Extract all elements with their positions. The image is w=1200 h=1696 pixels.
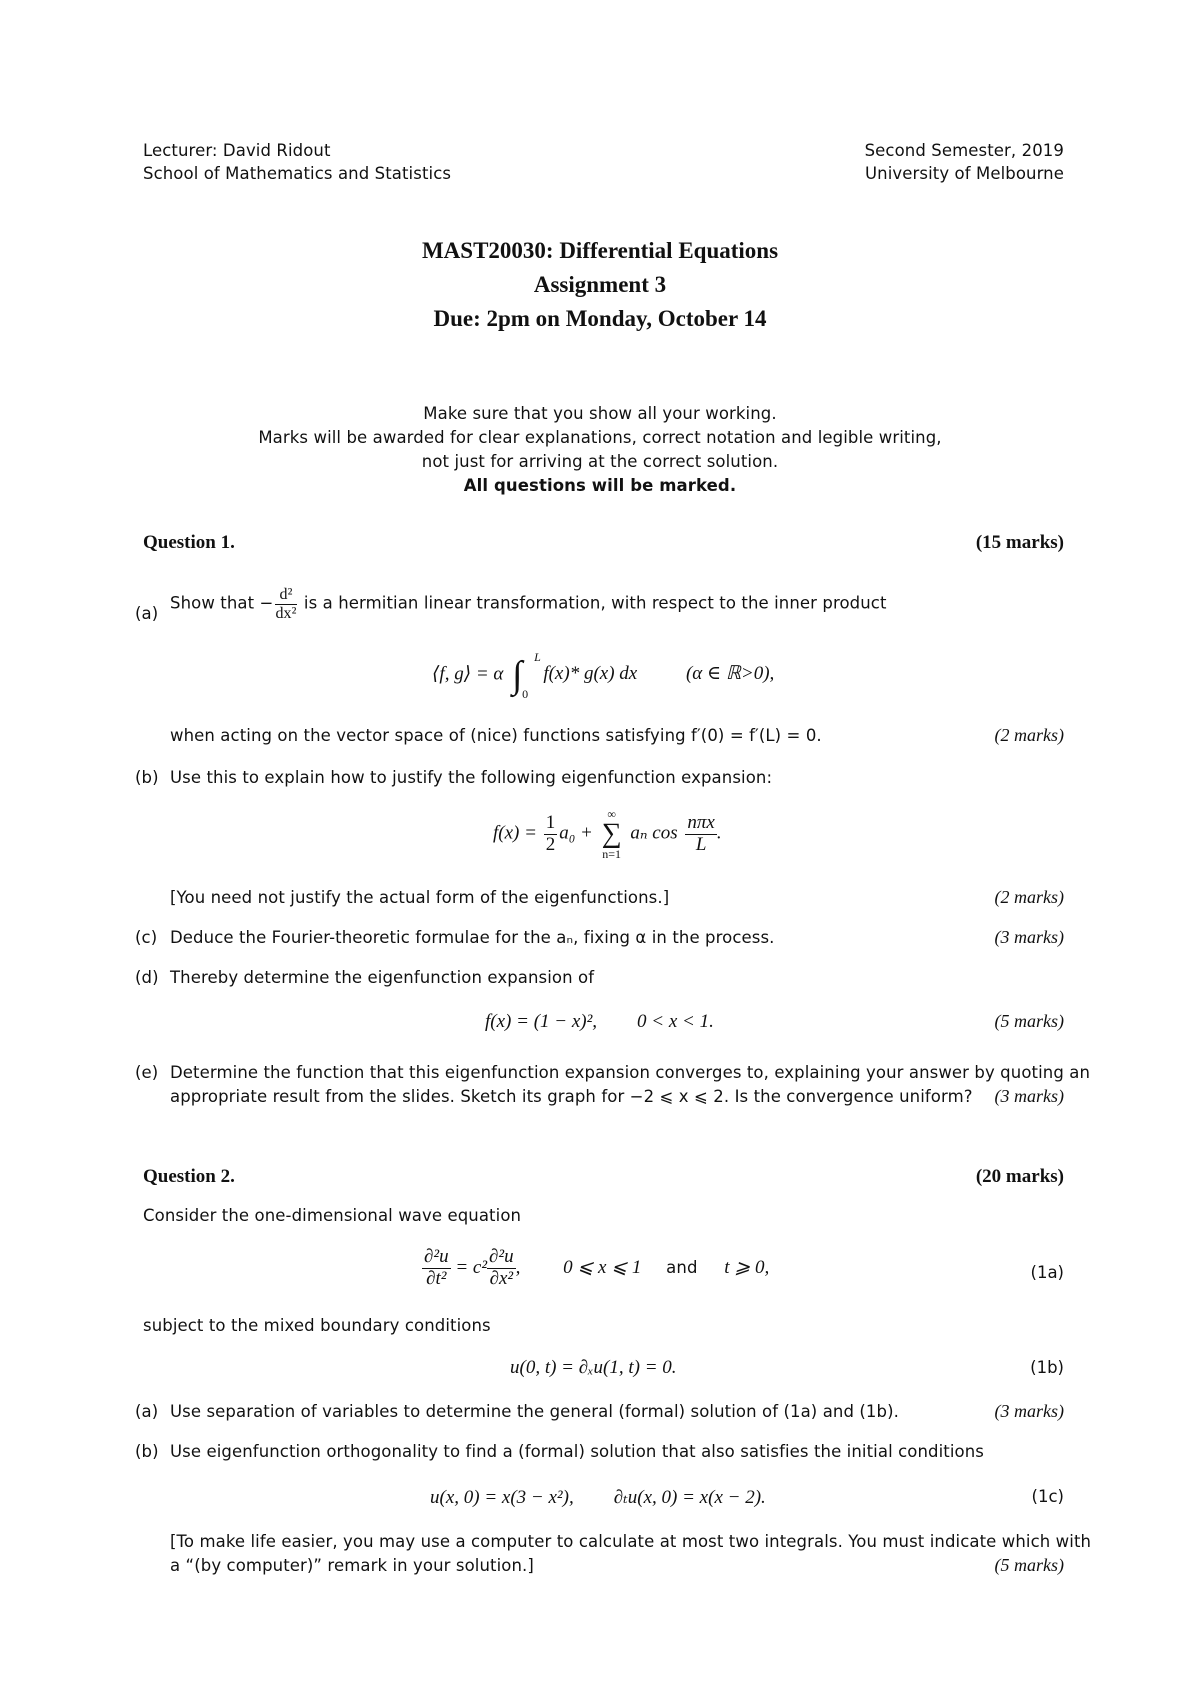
part-1a-text: Show that − $\frac{\text{d²}}{\text{dx²}}$ is a hermitian linear transformation, with respect to the inner product — [170, 586, 887, 622]
part-1c-text: Deduce the Fourier-theoretic formulae for the aₙ, fixing α in the process. — [170, 928, 775, 947]
part-1b-note: [You need not justify the actual form of the eigenfunctions.] — [170, 888, 670, 907]
d2-numerator: d² — [275, 586, 296, 605]
university-name: University of Melbourne — [864, 164, 1064, 183]
question-2-intro: Consider the one-dimensional wave equation — [143, 1206, 522, 1225]
assignment-title: Assignment 3 — [533, 272, 667, 297]
school-name: School of Mathematics and Statistics — [143, 164, 452, 183]
semester: Second Semester, 2019 — [864, 141, 1064, 160]
part-2a-label: (a) — [135, 1402, 159, 1421]
boundary-conditions-intro: subject to the mixed boundary conditions — [143, 1316, 491, 1335]
part-2b-text: Use eigenfunction orthogonality to find a (formal) solution that also satisfies the initial conditions — [170, 1442, 984, 1461]
instruction-line-4: All questions will be marked. — [463, 476, 737, 495]
part-1a-label: (a) — [135, 604, 159, 623]
boundary-conditions-equation: u(0, t) = ∂ₓu(1, t) = 0. — [510, 1357, 677, 1378]
part-2b-note-1: [To make life easier, you may use a computer to calculate at most two integrals. You must indicate which with — [170, 1532, 1092, 1551]
dx2-denominator: dx² — [275, 604, 297, 622]
part-1c-marks: (3 marks) — [994, 927, 1064, 947]
equation-1a-number: (1a) — [1030, 1263, 1064, 1282]
equation-1c-number: (1c) — [1031, 1487, 1064, 1506]
lecturer-name: Lecturer: David Ridout — [143, 141, 331, 160]
question-1-marks: (15 marks) — [975, 532, 1064, 553]
part-1e-label: (e) — [135, 1063, 159, 1082]
part-1d-text: Thereby determine the eigenfunction expansion of — [170, 968, 595, 987]
part-1e-text-2: appropriate result from the slides. Sketch its graph for −2 ⩽ x ⩽ 2. Is the convergence uniform? — [170, 1087, 973, 1106]
part-1c-label: (c) — [135, 928, 158, 947]
part-1b-marks: (2 marks) — [994, 887, 1064, 907]
part-2b-note-2: a “(by computer)” remark in your solution.] — [170, 1556, 534, 1575]
eigenfunction-expansion-equation: f(x) = $\frac{1}{2}$ a₀ + ∞ ∑ n=1 aₙ cos $\frac{\text{nπx}}{L}$ . — [493, 807, 722, 861]
course-title: MAST20030: Differential Equations — [421, 238, 779, 263]
part-1d-marks: (5 marks) — [994, 1011, 1064, 1031]
part-2b-label: (b) — [135, 1442, 159, 1461]
part-2a-marks: (3 marks) — [994, 1401, 1064, 1421]
instruction-line-3: not just for arriving at the correct solution. — [421, 452, 779, 471]
inner-product-equation: ⟨f, g⟩ = α ∫ L 0 f(x)* g(x) dx (α ∈ ℝ>0), — [432, 650, 775, 701]
part-1b-text: Use this to explain how to justify the following eigenfunction expansion: — [170, 768, 773, 787]
part-1d-label: (d) — [135, 968, 159, 987]
equation-1b-number: (1b) — [1030, 1358, 1064, 1377]
question-1-heading: Question 1. — [143, 532, 235, 553]
question-2-marks: (20 marks) — [975, 1166, 1064, 1187]
function-definition-equation: f(x) = (1 − x)², 0 < x < 1. — [485, 1011, 714, 1032]
instruction-line-1: Make sure that you show all your working. — [423, 404, 777, 423]
due-date: Due: 2pm on Monday, October 14 — [433, 306, 767, 331]
part-2b-marks: (5 marks) — [994, 1555, 1064, 1575]
part-1e-marks: (3 marks) — [994, 1086, 1064, 1106]
part-1b-label: (b) — [135, 768, 159, 787]
part-1a-marks: (2 marks) — [994, 725, 1064, 745]
part-1a-text-2: when acting on the vector space of (nice) functions satisfying f′(0) = f′(L) = 0. — [170, 726, 822, 745]
initial-conditions-equation: u(x, 0) = x(3 − x²), ∂ₜu(x, 0) = x(x − 2). — [430, 1487, 766, 1508]
question-2-heading: Question 2. — [143, 1166, 235, 1187]
instruction-line-2: Marks will be awarded for clear explanations, correct notation and legible writing, — [258, 428, 942, 447]
part-2a-text: Use separation of variables to determine the general (formal) solution of (1a) and (1b). — [170, 1402, 899, 1421]
wave-equation: $\frac{\text{∂²u}}{\text{∂t²}}$ = c² $\frac{\text{∂²u}}{\text{∂x²}}$ , 0 ⩽ x ⩽ 1 and t ⩾ 0, — [424, 1246, 770, 1289]
part-1e-text-1: Determine the function that this eigenfunction expansion converges to, explaining your answer by quoting an — [170, 1063, 1091, 1082]
